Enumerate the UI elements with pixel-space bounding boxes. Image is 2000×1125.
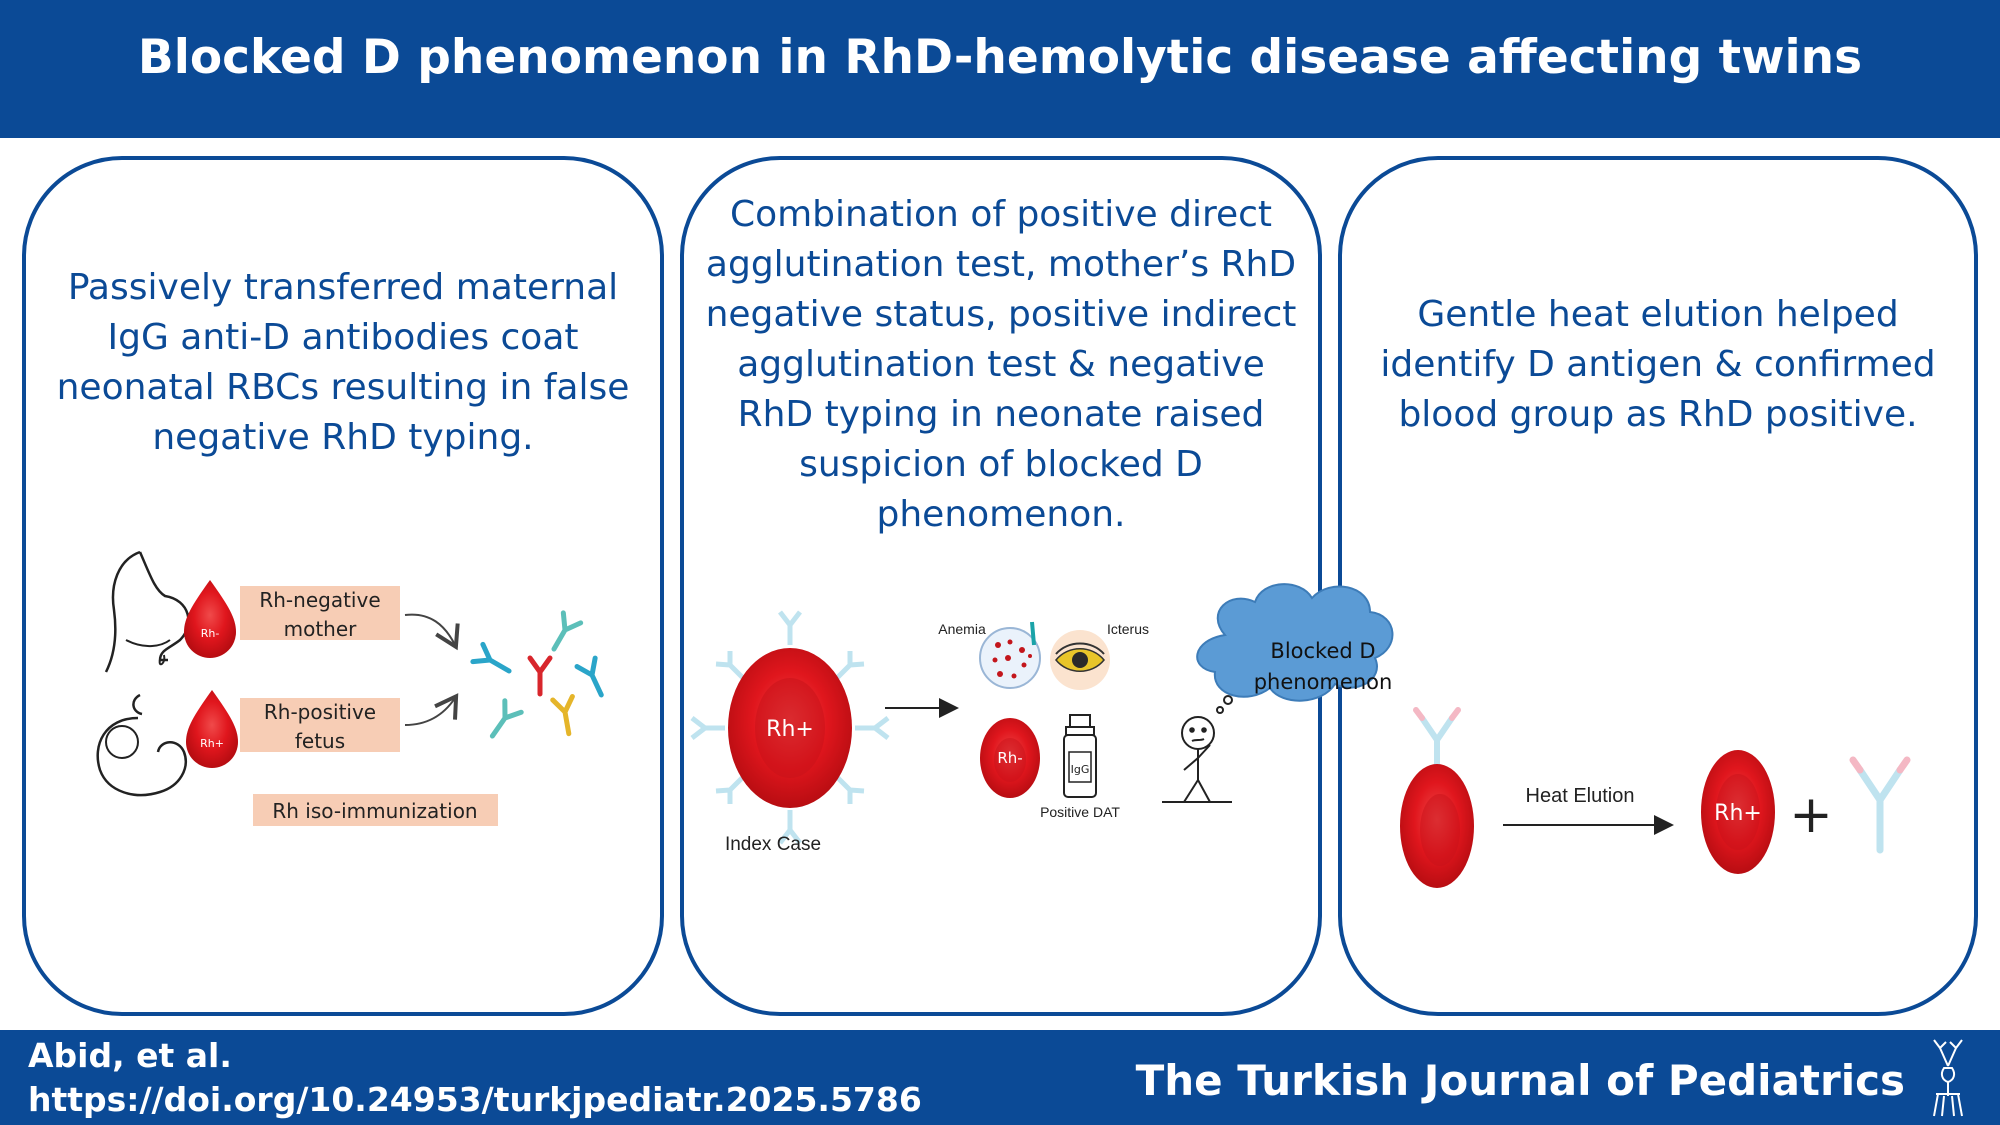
authors: Abid, et al. (28, 1036, 232, 1075)
rh-positive-drop-icon (186, 690, 238, 768)
positive-dat-label: Positive DAT (1040, 804, 1120, 820)
free-antibody-icon (1853, 760, 1907, 850)
rh-positive-rbc-label: Rh+ (1714, 801, 1762, 826)
panel-3-text: Gentle heat elution helped identify D antigen & confirmed blood group as RhD positive. (1380, 294, 1936, 435)
confused-person-icon (1162, 696, 1232, 802)
fetus-label-line-2: fetus (294, 729, 346, 753)
mother-label-line-2: mother (283, 617, 357, 641)
anemia-label: Anemia (938, 621, 986, 637)
doi-link[interactable]: https://doi.org/10.24953/turkjpediatr.2025.5786 (28, 1080, 922, 1119)
panel-2-text: Combination of positive direct agglutination test, mother’s RhD negative status, positive indirect agglutination test & negative RhD typing in neonate raised suspicion of blocked D phenomenon. (705, 194, 1297, 535)
blood-smear-icon (980, 622, 1040, 688)
arrow-mother-to-antibodies (405, 615, 455, 645)
cloud-line-1: Blocked D (1270, 639, 1376, 663)
panel-1-text: Passively transferred maternal IgG anti-D antibodies coat neonatal RBCs resulting in false negative RhD typing. (56, 267, 630, 458)
mother-label-line-1: Rh-negative (259, 588, 381, 612)
footer-bar (0, 1030, 2000, 1125)
igg-vial-icon (1064, 715, 1096, 797)
blocked-rbc-icon (1400, 710, 1474, 888)
antibody-cluster-icon (473, 613, 610, 742)
iso-immunization-label: Rh iso-immunization (272, 799, 478, 823)
rh-negative-drop-icon (184, 580, 236, 658)
arrow-fetus-to-antibodies (405, 698, 455, 725)
vial-label: IgG (1070, 763, 1090, 776)
journal-name: The Turkish Journal of Pediatrics (1135, 1056, 1905, 1105)
journal-logo-icon (1918, 1038, 1978, 1120)
icteric-eye-icon (1050, 630, 1110, 690)
fetus-icon (98, 695, 186, 795)
rh-negative-rbc-label: Rh- (997, 749, 1023, 767)
blocked-d-cloud-label (1213, 636, 1433, 698)
plus-sign: + (1789, 785, 1833, 845)
drop-mother-label: Rh- (200, 627, 220, 640)
index-case-caption: Index Case (724, 834, 822, 855)
fetus-label-line-1: Rh-positive (263, 700, 377, 724)
index-rbc-label: Rh+ (766, 717, 814, 742)
pregnant-mother-icon (106, 552, 188, 672)
drop-fetus-label: Rh+ (200, 737, 224, 750)
icterus-label: Icterus (1106, 621, 1150, 637)
page-title: Blocked D phenomenon in RhD-hemolytic disease affecting twins (137, 30, 1863, 85)
cloud-line-2: phenomenon (1253, 670, 1393, 694)
heat-elution-label: Heat Elution (1525, 785, 1635, 807)
